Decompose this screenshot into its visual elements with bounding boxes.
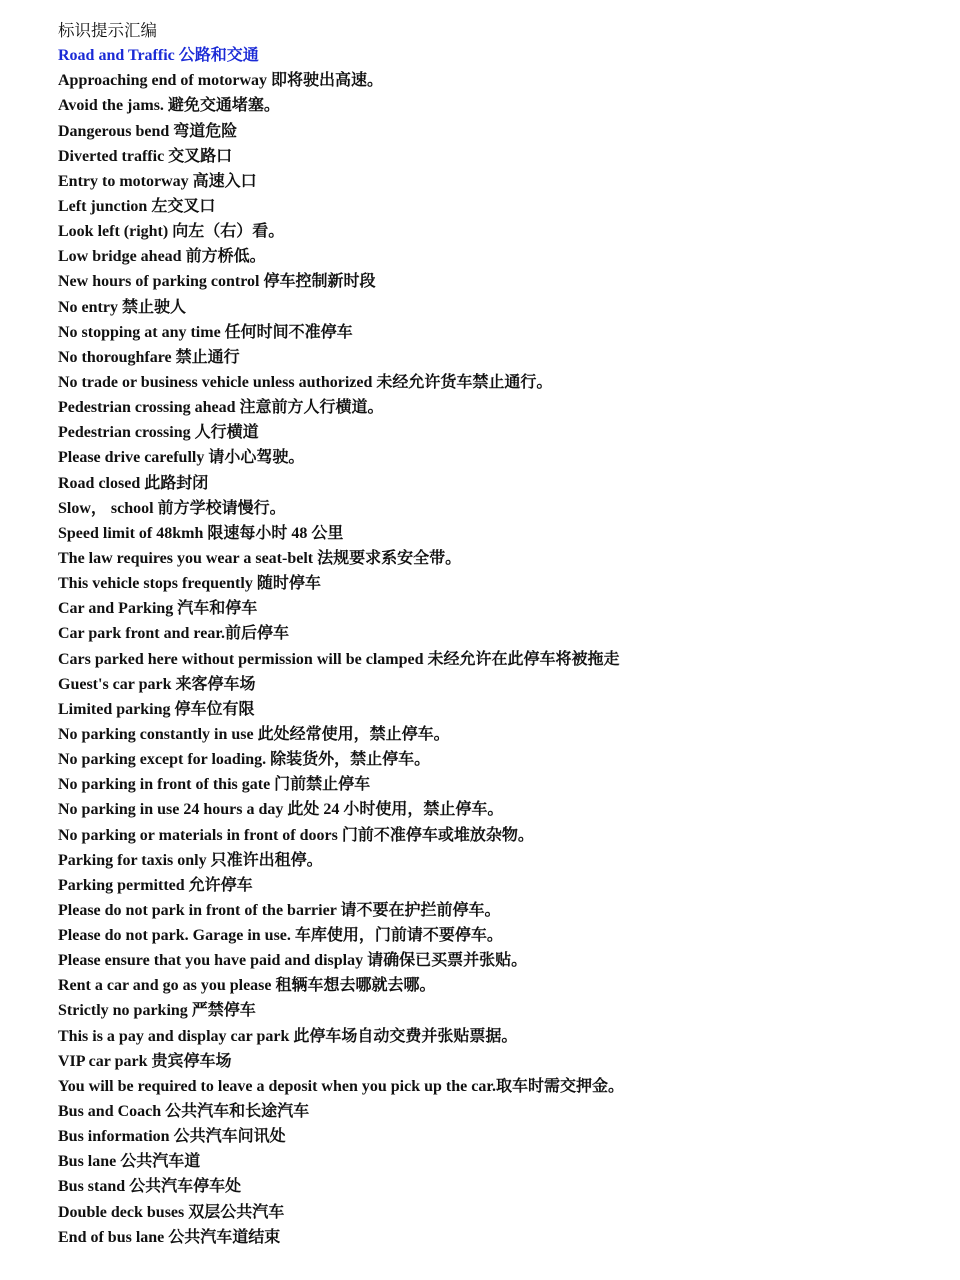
sign-entry: This is a pay and display car park 此停车场自动交费并张贴票据。 <box>58 1027 518 1045</box>
sign-entry: VIP car park 贵宾停车场 <box>58 1052 232 1070</box>
document-title: 标识提示汇编 <box>58 21 157 40</box>
sign-entry: Bus stand 公共汽车停车处 <box>58 1178 242 1196</box>
sign-entry: Please do not park in front of the barrier 请不要在护拦前停车。 <box>58 901 501 919</box>
sign-entry: Cars parked here without permission will be clamped 未经允许在此停车将被拖走 <box>58 650 620 668</box>
document-body <box>58 18 938 1250</box>
sign-entry: Double deck buses 双层公共汽车 <box>58 1203 285 1221</box>
sign-entry: No parking in front of this gate 门前禁止停车 <box>58 776 371 794</box>
sign-entry: Bus information 公共汽车问讯处 <box>58 1128 286 1146</box>
sign-entry: You will be required to leave a deposit when you pick up the car.取车时需交押金。 <box>58 1077 624 1095</box>
sign-entry: Please drive carefully 请小心驾驶。 <box>58 449 305 467</box>
sign-entry: No entry 禁止驶人 <box>58 298 186 316</box>
sign-entry: No parking in use 24 hours a day 此处 24 小时使用，禁止停车。 <box>58 801 504 819</box>
sign-entry: Left junction 左交叉口 <box>58 197 216 215</box>
entry-list <box>58 68 938 1250</box>
sign-entry: No parking or materials in front of doors 门前不准停车或堆放杂物。 <box>58 826 534 844</box>
sign-entry: Approaching end of motorway 即将驶出高速。 <box>58 72 384 90</box>
sign-entry: No stopping at any time 任何时间不准停车 <box>58 323 353 341</box>
sign-entry: Bus lane 公共汽车道 <box>58 1153 201 1171</box>
sign-entry: No thoroughfare 禁止通行 <box>58 348 240 366</box>
sign-entry: This vehicle stops frequently 随时停车 <box>58 575 321 593</box>
sign-entry: Low bridge ahead 前方桥低。 <box>58 248 266 266</box>
sign-entry: Speed limit of 48kmh 限速每小时 48 公里 <box>58 524 344 542</box>
sign-entry: Avoid the jams. 避免交通堵塞。 <box>58 97 280 115</box>
sign-entry: No trade or business vehicle unless authorized 未经允许货车禁止通行。 <box>58 373 553 391</box>
sign-entry: Diverted traffic 交叉路口 <box>58 147 233 165</box>
sign-entry: No parking except for loading. 除装货外，禁止停车。 <box>58 751 431 769</box>
sign-entry: Strictly no parking 严禁停车 <box>58 1002 256 1020</box>
sign-entry: Please do not park. Garage in use. 车库使用，门前请不要停车。 <box>58 927 503 945</box>
sign-entry: Look left (right) 向左（右）看。 <box>58 223 285 241</box>
sign-entry: Bus and Coach 公共汽车和长途汽车 <box>58 1103 310 1121</box>
sign-entry: Entry to motorway 高速入口 <box>58 172 257 190</box>
sign-entry: Please ensure that you have paid and display 请确保已买票并张贴。 <box>58 952 528 970</box>
sign-entry: Car park front and rear.前后停车 <box>58 625 289 643</box>
sign-entry: End of bus lane 公共汽车道结束 <box>58 1228 281 1246</box>
sign-entry: No parking constantly in use 此处经常使用，禁止停车。 <box>58 725 450 743</box>
sign-entry: Parking for taxis only 只准许出租停。 <box>58 851 323 869</box>
sign-entry: Dangerous bend 弯道危险 <box>58 122 238 140</box>
sign-entry: Pedestrian crossing ahead 注意前方人行横道。 <box>58 399 384 417</box>
sign-entry: Pedestrian crossing 人行横道 <box>58 424 259 442</box>
sign-entry: Parking permitted 允许停车 <box>58 876 253 894</box>
sign-entry: The law requires you wear a seat-belt 法规要求系安全带。 <box>58 549 462 567</box>
sign-entry: New hours of parking control 停车控制新时段 <box>58 273 376 291</box>
sign-entry: Limited parking 停车位有限 <box>58 700 255 718</box>
sign-entry: Road closed 此路封闭 <box>58 474 209 492</box>
sign-entry: Slow， school 前方学校请慢行。 <box>58 499 286 517</box>
section-heading: Road and Traffic 公路和交通 <box>58 47 259 65</box>
sign-entry: Car and Parking 汽车和停车 <box>58 600 258 618</box>
sign-entry: Guest's car park 来客停车场 <box>58 675 256 693</box>
sign-entry: Rent a car and go as you please 租辆车想去哪就去哪。 <box>58 977 436 995</box>
